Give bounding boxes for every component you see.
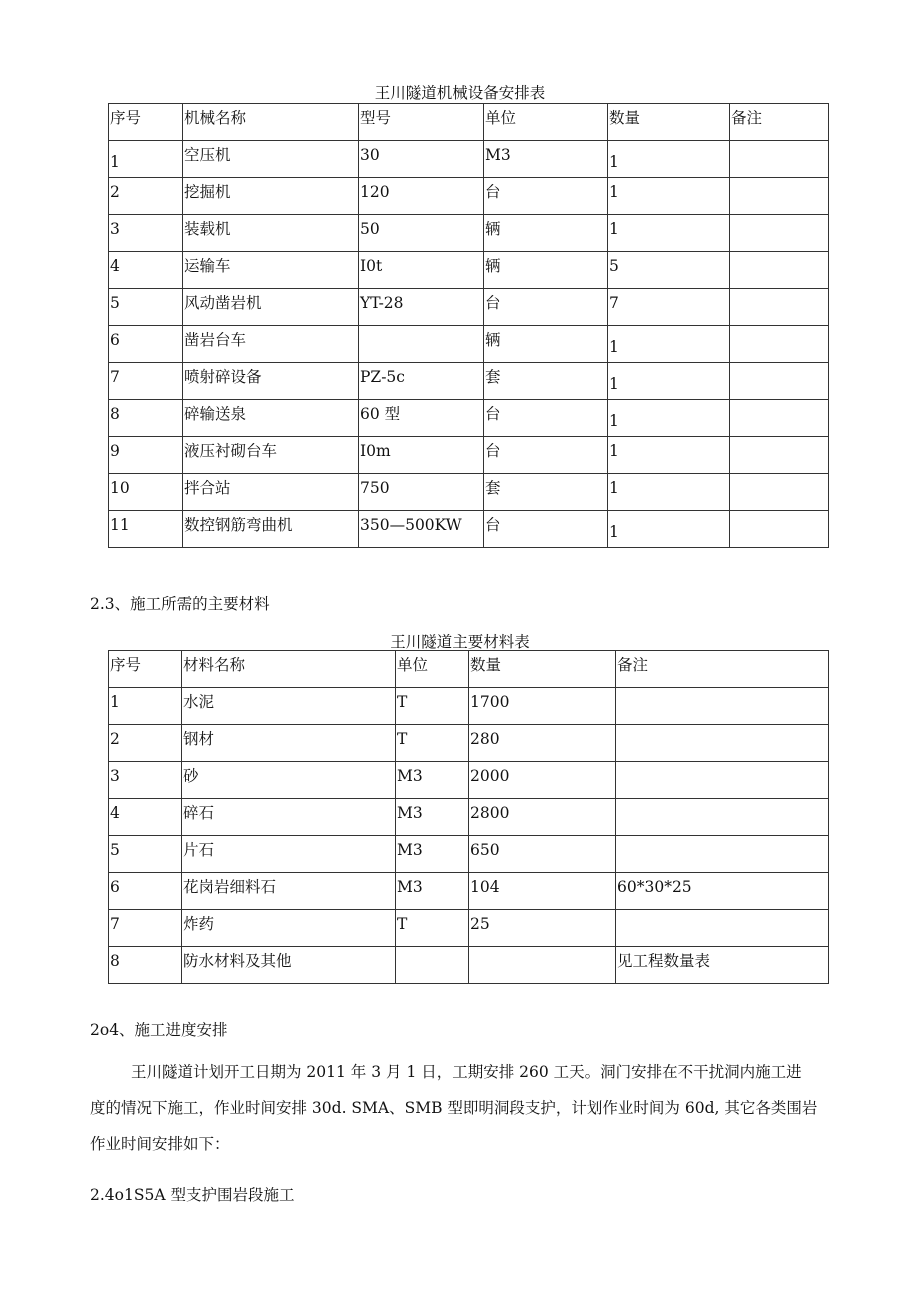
table-cell: 台 (484, 178, 608, 215)
materials-table (108, 650, 829, 984)
table-cell (730, 178, 829, 215)
table-cell: M3 (396, 799, 469, 836)
table-cell: 50 (359, 215, 484, 252)
table-cell: 60 型 (359, 400, 484, 437)
table-cell: 1 (109, 141, 183, 178)
materials-table-title: 王川隧道主要材料表 (390, 633, 530, 651)
table-row (109, 215, 829, 252)
table-row (109, 947, 829, 984)
table-cell: M3 (484, 141, 608, 178)
table-cell: 套 (484, 474, 608, 511)
table-cell (616, 688, 829, 725)
table-cell: 数量 (469, 651, 616, 688)
table-cell: 辆 (484, 252, 608, 289)
table-cell: 序号 (109, 651, 182, 688)
section-heading-2-3: 2.3、施工所需的主要材料 (90, 595, 270, 613)
table-cell: 机械名称 (183, 104, 359, 141)
table-cell: 7 (608, 289, 730, 326)
table-cell: I0m (359, 437, 484, 474)
table-cell: 备注 (730, 104, 829, 141)
table-cell: 104 (469, 873, 616, 910)
table-cell: 液压衬砌台车 (183, 437, 359, 474)
table-cell: 8 (109, 400, 183, 437)
equipment-table-title: 王川隧道机械设备安排表 (374, 84, 546, 102)
table-cell: 凿岩台车 (183, 326, 359, 363)
table-row (109, 252, 829, 289)
table-cell: 2 (109, 178, 183, 215)
table-cell: 数量 (608, 104, 730, 141)
table-cell: M3 (396, 873, 469, 910)
table-cell: 5 (109, 836, 182, 873)
table-cell: 碎输送泉 (183, 400, 359, 437)
table-row (109, 762, 829, 799)
table-cell: 3 (109, 762, 182, 799)
table-row (109, 725, 829, 762)
table-cell: 1 (608, 437, 730, 474)
table-cell: 装载机 (183, 215, 359, 252)
paragraph-line: 度的情况下施工，作业时间安排 30d. SMA、SMB 型即明洞段支护，计划作业时间为 60d, 其它各类围岩 (90, 1099, 818, 1117)
table-cell: 4 (109, 799, 182, 836)
table-row (109, 799, 829, 836)
table-header-row (109, 104, 829, 141)
schedule-paragraph (90, 1054, 830, 1162)
table-cell: M3 (396, 762, 469, 799)
table-cell: 碎石 (182, 799, 396, 836)
section-heading-2-4: 2o4、施工进度安排 (90, 1021, 228, 1039)
table-cell: 数控钢筋弯曲机 (183, 511, 359, 548)
table-cell (730, 363, 829, 400)
table-row (109, 363, 829, 400)
table-cell: 9 (109, 437, 183, 474)
table-cell: 材料名称 (182, 651, 396, 688)
table-row (109, 289, 829, 326)
table-cell: 5 (109, 289, 183, 326)
table-cell (359, 326, 484, 363)
table-row (109, 688, 829, 725)
table-row (109, 873, 829, 910)
table-cell: 喷射碎设备 (183, 363, 359, 400)
table-row (109, 910, 829, 947)
table-cell (730, 215, 829, 252)
table-cell: 1 (608, 400, 730, 437)
table-cell: 挖掘机 (183, 178, 359, 215)
table-cell: 型号 (359, 104, 484, 141)
table-cell: 750 (359, 474, 484, 511)
table-row (109, 437, 829, 474)
table-row (109, 400, 829, 437)
table-cell (730, 289, 829, 326)
table-cell: 见工程数量表 (616, 947, 829, 984)
section-heading-2-4-1: 2.4o1S5A 型支护围岩段施工 (90, 1186, 295, 1204)
table-cell: 辆 (484, 215, 608, 252)
table-cell (616, 836, 829, 873)
table-cell: 10 (109, 474, 183, 511)
table-cell (616, 799, 829, 836)
table-cell: 单位 (484, 104, 608, 141)
table-row (109, 178, 829, 215)
table-cell: 片石 (182, 836, 396, 873)
table-cell: 防水材料及其他 (182, 947, 396, 984)
table-cell (730, 326, 829, 363)
paragraph-line: 作业时间安排如下： (90, 1135, 230, 1153)
table-cell: 6 (109, 326, 183, 363)
table-row (109, 141, 829, 178)
table-cell: I0t (359, 252, 484, 289)
table-cell: 1 (608, 363, 730, 400)
table-cell: T (396, 688, 469, 725)
table-row (109, 474, 829, 511)
table-cell: 辆 (484, 326, 608, 363)
table-cell: 120 (359, 178, 484, 215)
table-cell: 5 (608, 252, 730, 289)
table-cell (730, 511, 829, 548)
table-cell: T (396, 910, 469, 947)
table-cell: 2 (109, 725, 182, 762)
table-cell: 1 (608, 474, 730, 511)
table-row (109, 326, 829, 363)
table-cell: 炸药 (182, 910, 396, 947)
table-cell: 序号 (109, 104, 183, 141)
table-header-row (109, 651, 829, 688)
table-cell: 2800 (469, 799, 616, 836)
table-cell: 11 (109, 511, 183, 548)
table-cell (469, 947, 616, 984)
table-cell: 备注 (616, 651, 829, 688)
table-cell: 3 (109, 215, 183, 252)
table-cell: 1 (608, 178, 730, 215)
table-cell: 钢材 (182, 725, 396, 762)
table-row (109, 511, 829, 548)
table-cell (730, 400, 829, 437)
table-cell: 台 (484, 289, 608, 326)
table-cell: 1700 (469, 688, 616, 725)
table-cell: 350—500KW (359, 511, 484, 548)
table-cell: 1 (608, 215, 730, 252)
table-cell: 套 (484, 363, 608, 400)
table-cell (730, 252, 829, 289)
table-cell: 650 (469, 836, 616, 873)
table-cell: 单位 (396, 651, 469, 688)
paragraph-line: 王川隧道计划开工日期为 2011 年 3 月 1 日，工期安排 260 工天。洞门安排在不干扰洞内施工进 (131, 1063, 802, 1081)
table-cell: 花岗岩细料石 (182, 873, 396, 910)
table-cell: YT-28 (359, 289, 484, 326)
equipment-table (108, 103, 829, 548)
table-cell: 拌合站 (183, 474, 359, 511)
table-cell: 7 (109, 363, 183, 400)
table-cell: 6 (109, 873, 182, 910)
table-cell: 8 (109, 947, 182, 984)
table-cell: 水泥 (182, 688, 396, 725)
table-cell: 7 (109, 910, 182, 947)
table-cell (396, 947, 469, 984)
table-cell (616, 762, 829, 799)
table-cell: 台 (484, 400, 608, 437)
table-cell: 风动凿岩机 (183, 289, 359, 326)
table-cell: 台 (484, 511, 608, 548)
table-cell: 1 (608, 141, 730, 178)
table-cell: 台 (484, 437, 608, 474)
table-cell: 砂 (182, 762, 396, 799)
table-cell: 1 (608, 511, 730, 548)
table-cell: 2000 (469, 762, 616, 799)
table-cell: 空压机 (183, 141, 359, 178)
table-cell (730, 437, 829, 474)
table-cell: M3 (396, 836, 469, 873)
table-cell (730, 141, 829, 178)
table-cell (616, 910, 829, 947)
table-cell: 60*30*25 (616, 873, 829, 910)
table-cell: 运输车 (183, 252, 359, 289)
table-cell: 280 (469, 725, 616, 762)
table-cell (616, 725, 829, 762)
table-cell: 4 (109, 252, 183, 289)
table-cell: 1 (109, 688, 182, 725)
table-cell: 30 (359, 141, 484, 178)
table-cell: 25 (469, 910, 616, 947)
table-cell (730, 474, 829, 511)
table-cell: 1 (608, 326, 730, 363)
table-cell: PZ-5c (359, 363, 484, 400)
table-row (109, 836, 829, 873)
table-cell: T (396, 725, 469, 762)
